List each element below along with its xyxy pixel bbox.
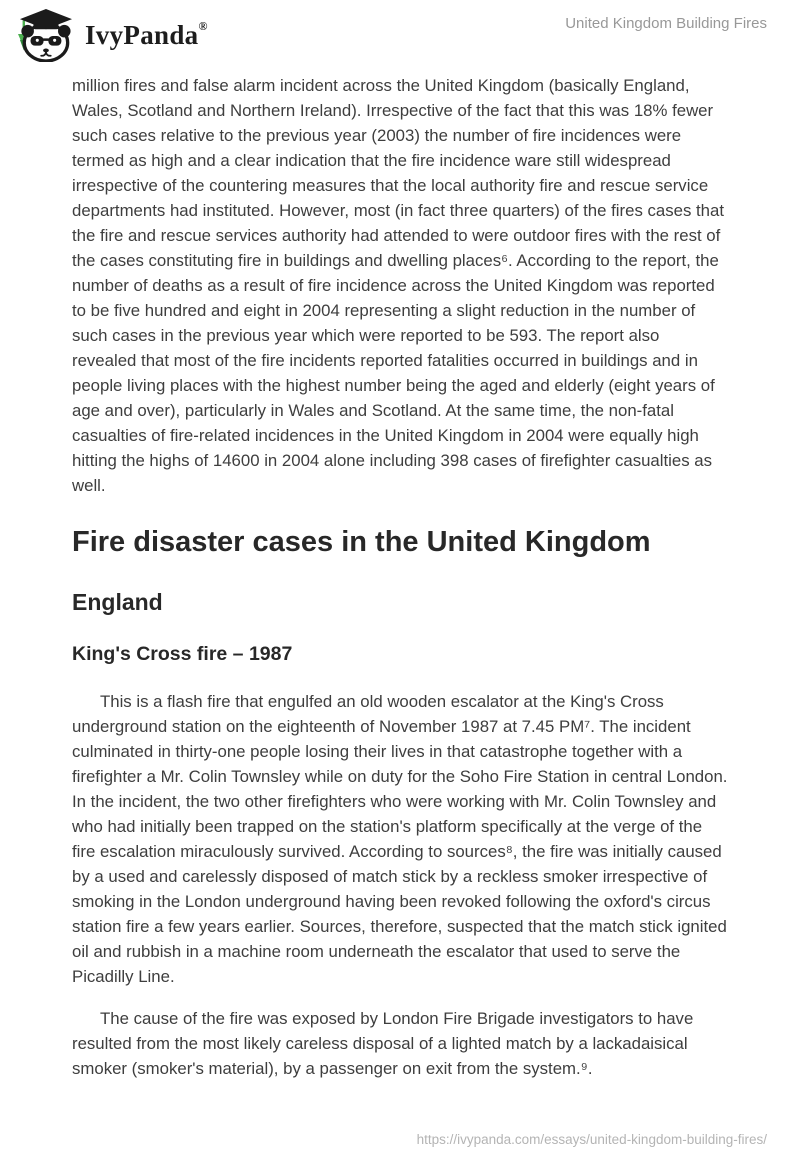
subsection-heading-england: England bbox=[72, 589, 163, 615]
paragraph-intro: million fires and false alarm incident across the United Kingdom (basically England, Wales, Scotland and Northern Ireland). Irrespective of the fact that this was 18% fewer such cases relative to the previous year (2003) the number of fire incidences were termed as high and a clear indication that the fire incidence ware still widespread irrespective of the countering measures that the local authority fire and rescue service departments had instituted. However, most (in fact three quarters) of the fires cases that the fire and rescue services authority had attended to were outdoor fires with the rest of the cases constituting fire in buildings and dwelling places⁶. According to the report, the number of deaths as a result of fire incidence across the United Kingdom was reported to be five hundred and eight in 2004 representing a slight reduction in the number of such cases in the previous year which were reported to be 593. The report also revealed that most of the fire incidents reported fatalities occurred in buildings and in people living places with the highest number being the aged and elderly (eight years of age and over), particularly in Wales and Scotland. At the same time, the non-fatal casualties of fire-related incidences in the United Kingdom in 2004 were equally high hitting the highs of 14600 in 2004 alone including 398 cases of firefighter casualties as well. bbox=[72, 76, 724, 495]
source-url[interactable]: https://ivypanda.com/essays/united-kingdom-building-fires/ bbox=[416, 1132, 767, 1147]
section-heading-fire-disaster-cases: Fire disaster cases in the United Kingdom bbox=[72, 526, 651, 558]
registered-trademark-symbol: ® bbox=[198, 19, 208, 33]
brand-name: IvyPanda bbox=[85, 20, 199, 50]
essay-content bbox=[0, 62, 800, 1081]
panda-graduation-logo-icon bbox=[14, 8, 76, 62]
paragraph-kings-cross-2: The cause of the fire was exposed by London Fire Brigade investigators to have resulted from the most likely careless disposal of a lighted match by a lackadaisical smoker (smoker's material), by a passenger on exit from the system.⁹. bbox=[72, 1009, 694, 1078]
page-footer bbox=[417, 1132, 767, 1147]
page-header bbox=[0, 0, 800, 62]
document-title: United Kingdom Building Fires bbox=[565, 15, 767, 32]
paragraph-kings-cross-1: This is a flash fire that engulfed an old wooden escalator at the King's Cross underground station on the eighteenth of November 1987 at 7.45 PM⁷. The incident culminated in thirty-one people losing their lives in that catastrophe together with a firefighter a Mr. Colin Townsley while on duty for the Soho Fire Station in central London. In the incident, the two other firefighters who were working with Mr. Colin Townsley and who had initially been trapped on the station's platform specifically at the verge of the fire escalation miraculously survived. According to sources⁸, the fire was initially caused by a used and carelessly disposed of match stick by a reckless smoker irrespective of smoking in the London underground having been revoked following the oxford's circus station fire a few years earlier. Sources, therefore, suspected that the match stick ignited oil and rubbish in a machine room underneath the escalator that used to serve the Picadilly Line. bbox=[72, 692, 728, 986]
subsection-heading-kings-cross-fire: King's Cross fire – 1987 bbox=[72, 643, 293, 665]
ivypanda-logo bbox=[14, 8, 207, 62]
